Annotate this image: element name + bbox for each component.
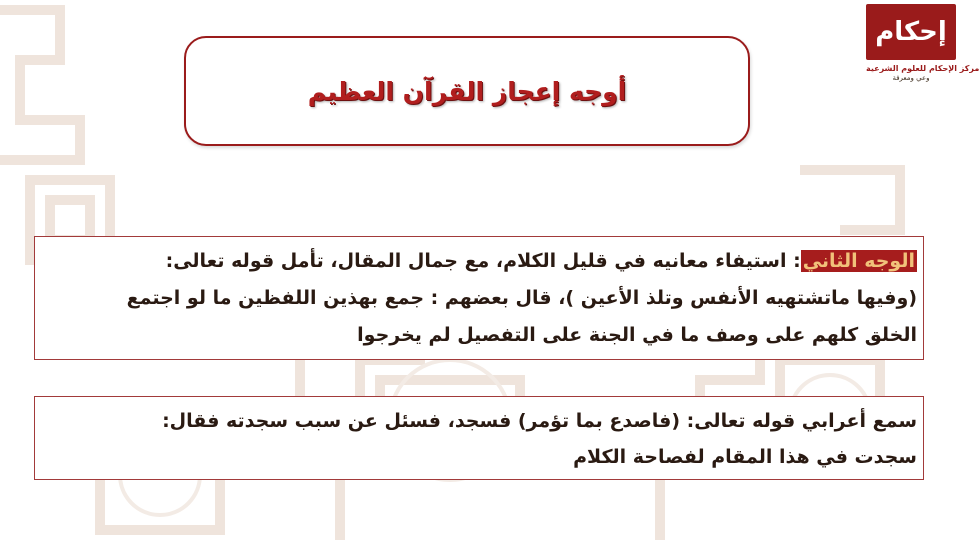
logo-mark: إحكام xyxy=(866,4,956,60)
box1-line-2: (وفيها ماتشتهيه الأنفس وتلذ الأعين )، قال بعضهم : جمع بهذين اللفظين ما لو اجتمع xyxy=(126,287,917,309)
slide-title: أوجه إعجاز القرآن العظيم xyxy=(307,76,627,106)
box1-line-1 xyxy=(41,243,917,280)
box2-line-2: سجدت في هذا المقام لفصاحة الكلام xyxy=(573,446,917,468)
box2-line-1: سمع أعرابي قوله تعالى: (فاصدع بما تؤمر) فسجد، فسئل عن سبب سجدته فقال: xyxy=(162,410,917,432)
content-box-2 xyxy=(34,396,924,480)
box1-line-1-text: : استيفاء معانيه في قليل الكلام، مع جمال المقال، تأمل قوله تعالى: xyxy=(165,250,801,272)
box1-line-3: الخلق كلهم على وصف ما في الجنة على التفصيل لم يخرجوا xyxy=(357,324,917,346)
title-box xyxy=(184,36,750,146)
logo xyxy=(866,4,979,98)
box1-heading-highlight: الوجه الثاني xyxy=(802,250,915,272)
logo-subtitle: مركز الإحكام للعلوم الشرعية xyxy=(866,64,979,73)
logo-tagline: وعي ومعرفة xyxy=(892,74,930,82)
content-box-1 xyxy=(34,236,924,360)
